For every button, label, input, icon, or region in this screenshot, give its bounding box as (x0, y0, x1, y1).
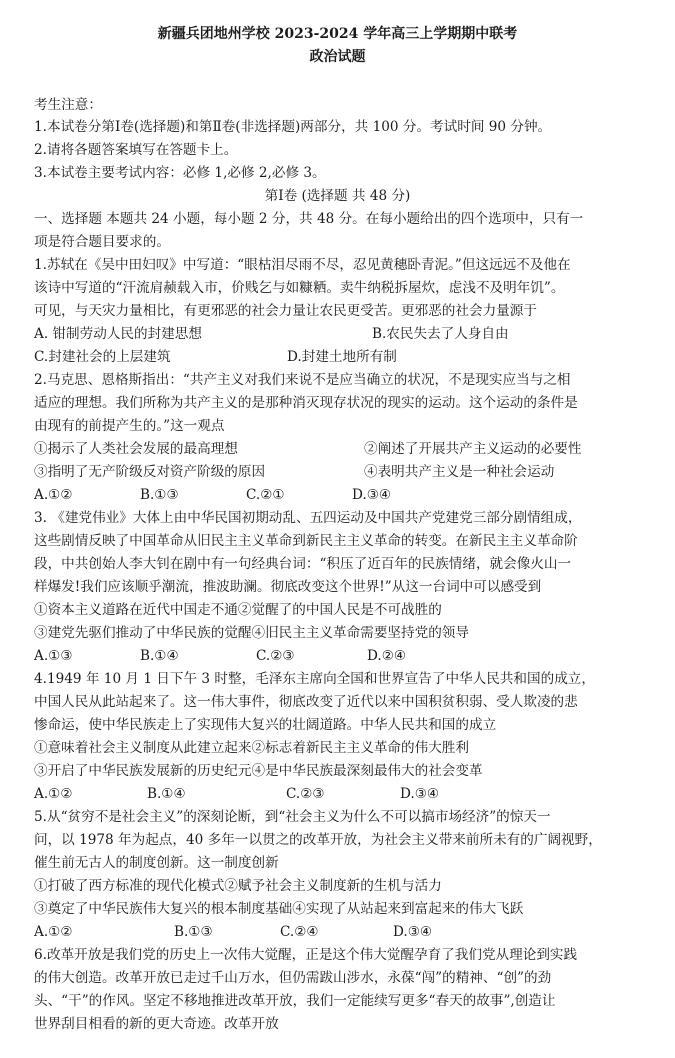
question-4-stem: 中国人民从此站起来了。这一伟大事件，彻底改变了近代以来中国积贫积弱、受人欺凌的悲 (34, 694, 578, 710)
statement: ②阐述了开展共产主义运动的必要性 (364, 441, 582, 457)
option-c: C.②① (246, 487, 285, 503)
question-3-statement: ①资本主义道路在近代中国走不通②觉醒了的中国人民是不可战胜的 (34, 602, 442, 618)
section-instruction: 项是符合题目要求的。 (34, 234, 170, 250)
exam-subject: 政治试题 (309, 49, 366, 65)
option-b: B.农民失去了人身自由 (372, 326, 509, 342)
question-4-statement: ①意味着社会主义制度从此建立起来②标志着新民主主义革命的伟大胜利 (34, 740, 469, 756)
section-instruction: 一、选择题 本题共 24 小题，每小题 2 分，共 48 分。在每小题给出的四个选项中，只有一 (34, 211, 584, 227)
statement: ④表明共产主义是一种社会运动 (364, 464, 555, 480)
notice-item: 1.本试卷分第Ⅰ卷(选择题)和第Ⅱ卷(非选择题)两部分，共 100 分。考试时间 90 分钟。 (34, 119, 552, 135)
option-c: C.②③ (256, 648, 295, 664)
question-1-stem: 可见，与天灾力量相比，有更邪恶的社会力量让农民更受苦。更邪恶的社会力量源于 (34, 303, 537, 319)
option-a: A.①② (34, 786, 73, 802)
question-3-stem: 段，中共创始人李大钊在剧中有一句经典台词：“积压了近百年的民族情绪，就会像火山一 (34, 556, 572, 572)
option-a: A.①② (34, 924, 73, 940)
question-4-stem: 惨命运，使中华民族走上了实现伟大复兴的壮阔道路。中华人民共和国的成立 (34, 717, 497, 733)
question-3-statement: ③建党先驱们推动了中华民族的觉醒④旧民主主义革命需要坚持党的领导 (34, 625, 469, 641)
question-4-statement: ③开启了中华民族发展新的历史纪元④是中华民族最深刻最伟大的社会变革 (34, 763, 483, 779)
statement: ③指明了无产阶级反对资产阶级的原因 (34, 464, 266, 480)
question-5-stem: 催生前无古人的制度创新。这一制度创新 (34, 855, 279, 871)
question-2-stem: 2.马克思、恩格斯指出：“共产主义对我们来说不是应当确立的状况，不是现实应当与之相 (34, 372, 571, 388)
question-5-options (34, 922, 656, 943)
option-d: D.封建土地所有制 (287, 349, 397, 365)
notice-item: 3.本试卷主要考试内容：必修 1,必修 2,必修 3。 (34, 165, 326, 181)
question-1-options (34, 347, 656, 368)
question-1-stem: 1.苏轼在《吴中田妇叹》中写道：“眼枯泪尽雨不尽，忍见黄穗卧青泥。”但这远远不及他在 (34, 257, 571, 273)
option-b: B.①④ (140, 648, 179, 664)
question-1-stem: 该诗中写道的“汗流肩赪载入市，价贱乞与如糠粞。卖牛纳税拆屋炊，虑浅不及明年饥”。 (34, 280, 565, 296)
option-b: B.①④ (147, 786, 186, 802)
option-b: B.①③ (140, 487, 179, 503)
option-d: D.②④ (367, 648, 407, 664)
exam-title: 新疆兵团地州学校 2023-2024 学年高三上学期期中联考 (157, 26, 518, 42)
option-c: C.②④ (280, 924, 319, 940)
option-a: A.①③ (34, 648, 73, 664)
question-5-statement: ③奠定了中华民族伟大复兴的根本制度基础④实现了从站起来到富起来的伟大飞跃 (34, 901, 524, 917)
notice-heading: 考生注意： (34, 97, 102, 113)
option-d: D.③④ (400, 786, 440, 802)
option-a: A. 钳制劳动人民的封建思想 (34, 326, 202, 342)
option-b: B.①③ (174, 924, 213, 940)
question-2-stem: 由现有的前提产生的。”这一观点 (34, 418, 225, 434)
question-3-stem: 这些剧情反映了中国革命从旧民主主义革命到新民主主义革命的转变。在新民主主义革命阶 (34, 533, 578, 549)
question-5-stem: 问，以 1978 年为起点，40 多年一以贯之的改革开放，为社会主义带来前所未有的广阔视野， (34, 832, 602, 848)
question-6-stem: 头、“干”的作风。坚定不移地推进改革开放，我们一定能续写更多“春天的故事”,创造让 (34, 993, 556, 1009)
option-d: D.③④ (352, 487, 392, 503)
question-5-statement: ①打破了西方标准的现代化模式②赋予社会主义制度新的生机与活力 (34, 878, 442, 894)
option-c: C.封建社会的上层建筑 (34, 349, 171, 365)
question-4-options (34, 784, 656, 805)
question-2-stem: 适应的理想。我们所称为共产主义的是那种消灭现存状况的现实的运动。这个运动的条件是 (34, 395, 578, 411)
question-3-stem: 3. 《建党伟业》大体上由中华民国初期动乱、五四运动及中国共产党建党三部分剧情组成， (34, 510, 582, 526)
question-1-options (34, 324, 656, 345)
question-2-statements (34, 439, 656, 460)
option-a: A.①② (34, 487, 73, 503)
option-d: D.③④ (393, 924, 433, 940)
question-6-stem: 世界刮目相看的新的更大奇迹。改革开放 (34, 1016, 279, 1032)
question-2-statements (34, 462, 656, 483)
section-title: 第Ⅰ卷 (选择题 共 48 分) (264, 188, 411, 204)
notice-item: 2.请将各题答案填写在答题卡上。 (34, 142, 238, 158)
option-c: C.②③ (286, 786, 325, 802)
statement: ①揭示了人类社会发展的最高理想 (34, 441, 238, 457)
question-2-options (34, 485, 656, 506)
question-4-stem: 4.1949 年 10 月 1 日下午 3 时整，毛泽东主席向全国和世界宣告了中华人民共和国的成立， (34, 671, 595, 687)
question-6-stem: 的伟大创造。改革开放已走过千山万水，但仍需跋山涉水，永葆“闯”的精神、“创”的劲 (34, 970, 552, 986)
question-3-stem: 样爆发!我们应该顺乎潮流，推波助澜。彻底改变这个世界!”从这一台词中可以感受到 (34, 579, 542, 595)
question-5-stem: 5.从“贫穷不是社会主义”的深刻论断，到“社会主义为什么不可以搞市场经济”的惊天一 (34, 809, 551, 825)
question-6-stem: 6.改革开放是我们党的历史上一次伟大觉醒，正是这个伟大觉醒孕育了我们党从理论到实践 (34, 947, 578, 963)
question-3-options (34, 646, 656, 667)
